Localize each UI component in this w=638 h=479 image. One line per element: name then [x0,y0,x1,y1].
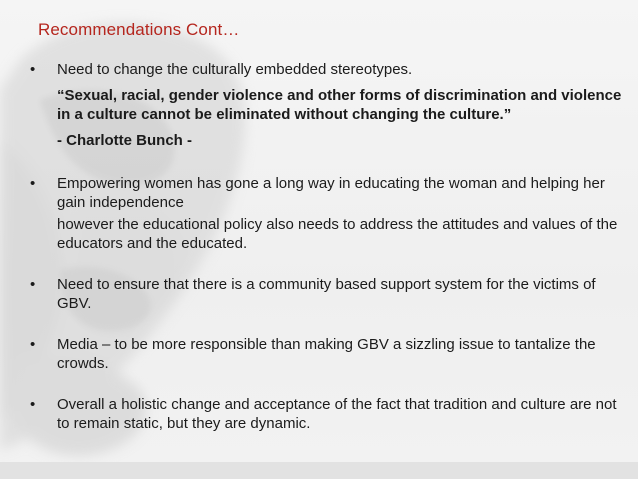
list-item [30,174,630,253]
bullet-list [30,60,630,433]
item-text: Need to ensure that there is a community based support system for the victims of GBV. [57,276,596,312]
slide-title: Recommendations Cont… [38,20,240,39]
list-item [30,60,630,150]
footer-band [0,462,638,479]
item-text: Overall a holistic change and acceptance of the fact that tradition and culture are not to remain static, but they are dynamic. [57,396,617,432]
item-text: Need to change the culturally embedded stereotypes. [57,61,413,78]
list-item [30,335,630,373]
bullet-dot: • [30,276,36,293]
bullet-dot: • [30,61,36,78]
bullet-dot: • [30,396,36,413]
quote-text: “Sexual, racial, gender violence and other forms of discrimination and violence in a culture cannot be eliminated without changing the culture.” [57,87,622,123]
bullet-dot: • [30,336,36,353]
bullet-dot: • [30,175,36,192]
list-item [30,275,630,313]
list-item [30,395,630,433]
quote-author: - Charlotte Bunch - [57,132,192,149]
item-text: Empowering women has gone a long way in educating the woman and helping her gain independence [57,175,605,211]
item-text-continued: however the educational policy also needs to address the attitudes and values of the educators and the educated. [57,216,618,252]
item-text: Media – to be more responsible than making GBV a sizzling issue to tantalize the crowds. [57,336,596,372]
